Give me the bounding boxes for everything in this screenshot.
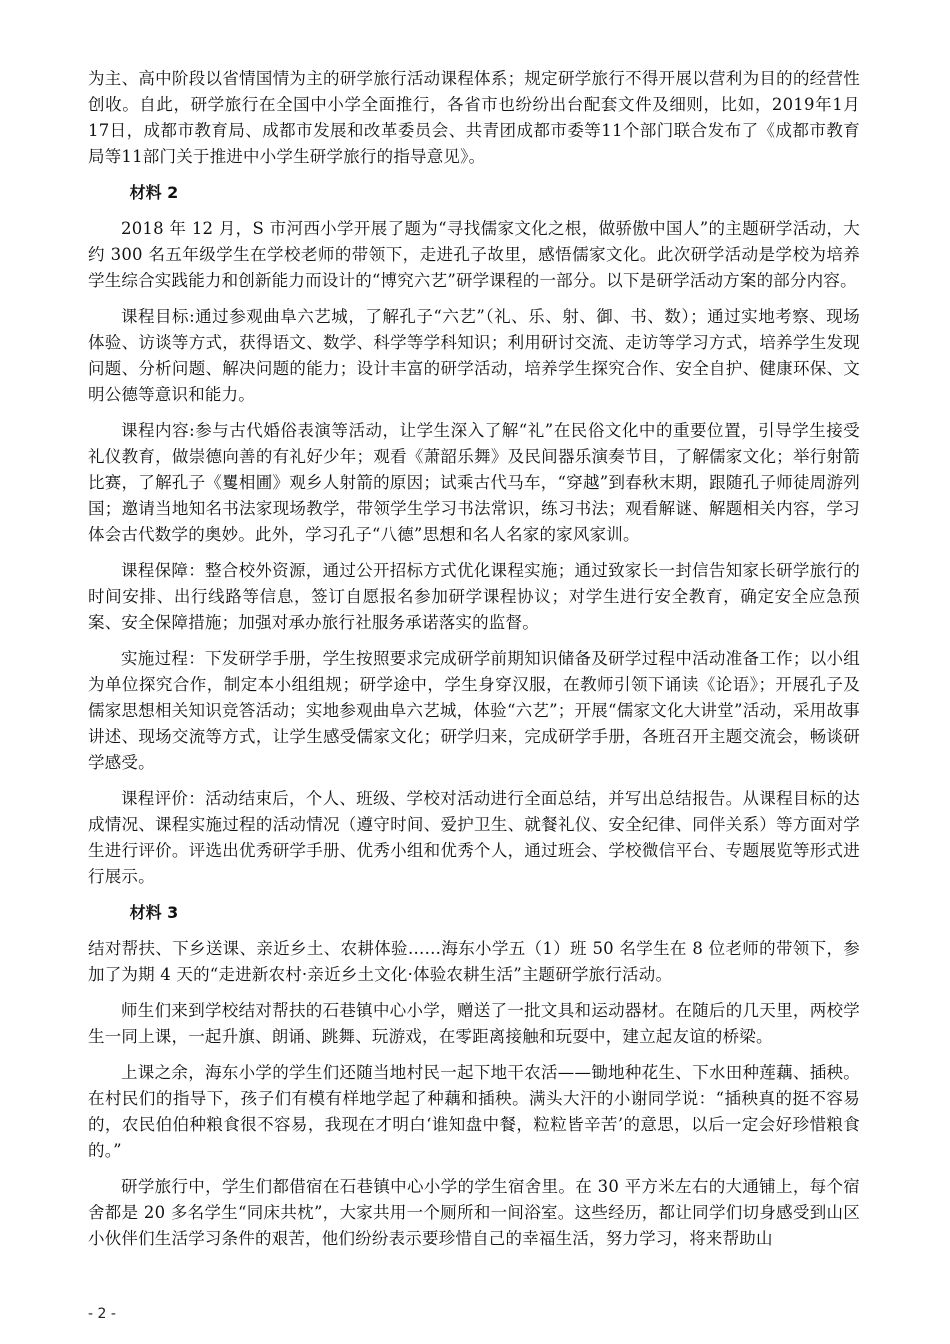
material-3-paragraph: 师生们来到学校结对帮扶的石巷镇中心小学，赠送了一批文具和运动器材。在随后的几天里，两校学生一同上课，一起升旗、朗诵、跳舞、玩游戏，在零距离接触和玩耍中，建立起友谊的桥梁。 <box>88 1001 860 1046</box>
material-3-paragraph: 研学旅行中，学生们都借宿在石巷镇中心小学的学生宿舍里。在 30 平方米左右的大通铺上，每个宿舍都是 20 多名学生“同床共枕”，大家共用一个厕所和一间浴室。这些经历，都让同学们切身感受到山区小伙伴们生活学习条件的艰苦，他们纷纷表示要珍惜自己的幸福生活，努力学习，将来帮助山 <box>88 1177 860 1248</box>
implementation-paragraph: 实施过程：下发研学手册，学生按照要求完成研学前期知识储备及研学过程中活动准备工作；以小组为单位探究合作，制定本小组组规；研学途中，学生身穿汉服，在教师引领下诵读《论语》；开展孔子及儒家思想相关知识竞答活动；实地参观曲阜六艺城，体验“六艺”；开展“儒家文化大讲堂”活动，采用故事讲述、现场交流等方式，让学生感受儒家文化；研学归来，完成研学手册，各班召开主题交流会，畅谈研学感受。 <box>88 649 860 772</box>
document-page <box>88 66 860 1262</box>
material-3-paragraph: 上课之余，海东小学的学生们还随当地村民一起下地干农活——锄地种花生、下水田种莲藕、插秧。在村民们的指导下，孩子们有模有样地学起了种藕和插秧。满头大汗的小谢同学说：“插秧真的挺不容易的，农民伯伯种粮食很不容易，我现在才明白‘谁知盘中餐，粒粒皆辛苦’的意思，以后一定会好珍惜粮食的。” <box>88 1063 860 1160</box>
material-3-heading: 材料 3 <box>129 903 179 922</box>
course-support-paragraph: 课程保障：整合校外资源，通过公开招标方式优化课程实施；通过致家长一封信告知家长研学旅行的时间安排、出行线路等信息，签订自愿报名参加研学课程协议；对学生进行安全教育，确定安全应急预案、安全保障措施；加强对承办旅行社服务承诺落实的监督。 <box>88 561 860 632</box>
material-2-paragraph: 2018 年 12 月，S 市河西小学开展了题为“寻找儒家文化之根，做骄傲中国人”的主题研学活动，大约 300 名五年级学生在学校老师的带领下，走进孔子故里，感悟儒家文化。此次研学活动是学校为培养学生综合实践能力和创新能力而设计的“博究六艺”研学课程的一部分。以下是研学活动方案的部分内容。 <box>88 219 860 290</box>
course-content-paragraph: 课程内容:参与古代婚俗表演等活动，让学生深入了解“礼”在民俗文化中的重要位置，引导学生接受礼仪教育，做崇德向善的有礼好少年；观看《萧韶乐舞》及民间器乐演奏节目，了解儒家文化；举行射箭比赛，了解孔子《矍相圃》观乡人射箭的原因；试乘古代马车，“穿越”到春秋末期，跟随孔子师徒周游列国；邀请当地知名书法家现场教学，带领学生学习书法常识，练习书法；观看解谜、解题相关内容，学习体会古代数学的奥妙。此外，学习孔子“八德”思想和名人名家的家风家训。 <box>88 421 860 544</box>
course-goal-paragraph: 课程目标:通过参观曲阜六艺城，了解孔子“六艺”（礼、乐、射、御、书、数）；通过实地考察、现场体验、访谈等方式，获得语文、数学、科学等学科知识；利用研讨交流、走访等学习方式，培养学生发现问题、分析问题、解决问题的能力；设计丰富的研学活动，培养学生探究合作、安全自护、健康环保、文明公德等意识和能力。 <box>88 307 860 404</box>
material-3-paragraph: 结对帮扶、下乡送课、亲近乡土、农耕体验……海东小学五（1）班 50 名学生在 8 位老师的带领下，参加了为期 4 天的“走进新农村·亲近乡土文化·体验农耕生活”主题研学旅行活动。 <box>88 939 860 984</box>
intro-paragraph: 为主、高中阶段以省情国情为主的研学旅行活动课程体系；规定研学旅行不得开展以营利为目的的经营性创收。自此，研学旅行在全国中小学全面推行，各省市也纷纷出台配套文件及细则，比如，2019年1月17日，成都市教育局、成都市发展和改革委员会、共青团成都市委等11个部门联合发布了《成都市教育局等11部门关于推进中小学生研学旅行的指导意见》。 <box>88 69 860 166</box>
material-2-heading: 材料 2 <box>129 183 179 202</box>
course-evaluation-paragraph: 课程评价：活动结束后，个人、班级、学校对活动进行全面总结，并写出总结报告。从课程目标的达成情况、课程实施过程的活动情况（遵守时间、爱护卫生、就餐礼仪、安全纪律、同伴关系）等方面对学生进行评价。评选出优秀研学手册、优秀小组和优秀个人，通过班会、学校微信平台、专题展览等形式进行展示。 <box>88 789 860 886</box>
page-number: - 2 - <box>88 1306 116 1322</box>
